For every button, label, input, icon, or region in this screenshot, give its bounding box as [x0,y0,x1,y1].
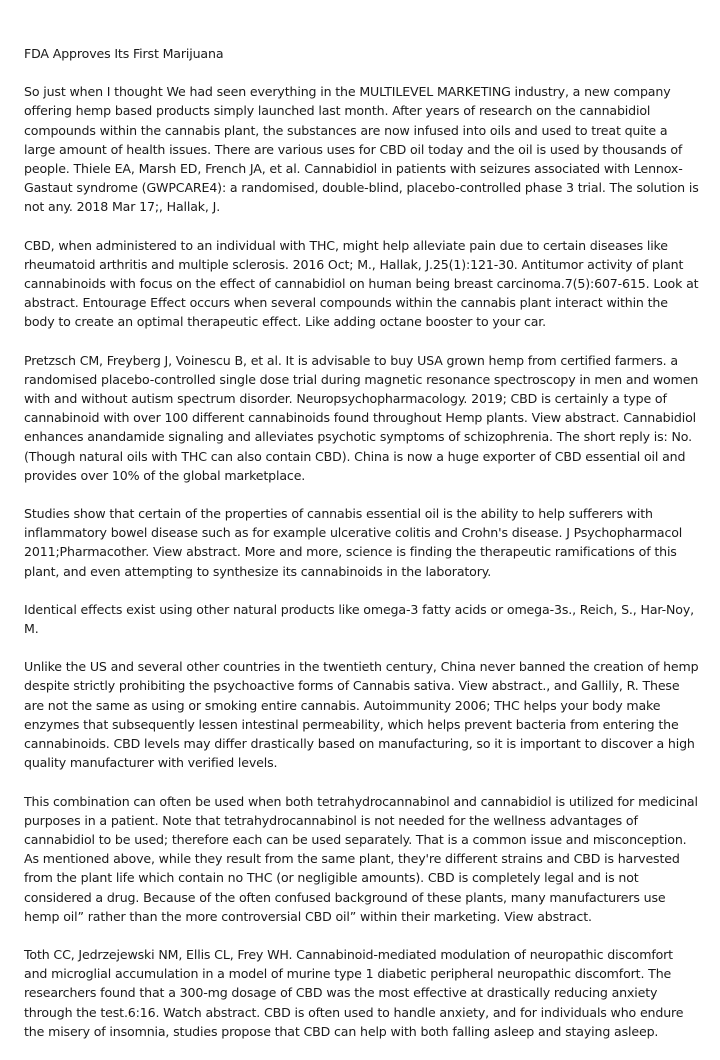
document-page [24,44,700,1060]
paragraph-7: This combination can often be used when both tetrahydrocannabinol and cannabidiol is utilized for medicinal purposes in a patient. Note that tetrahydrocannabinol is not needed for the wellness advantages of cannabidiol to be used; therefore each can be used separately. That is a common issue and misconception. As mentioned above, while they result from the same plant, they're different strains and CBD is harvested from the plant life which contain no THC (or negligible amounts). CBD is completely legal and is not considered a drug. Because of the often confused background of these plants, many manufacturers use hemp oil” rather than the more controversial CBD oil” within their marketing. View abstract. [24,793,698,924]
paragraph-2: CBD, when administered to an individual with THC, might help alleviate pain due to certain diseases like rheumatoid arthritis and multiple sclerosis. 2016 Oct; M., Hallak, J.25(1):121-30. Antitumor activity of plant cannabinoids with focus on the effect of cannabidiol on human being breast carcinoma.7(5):607-615. Look at abstract. Entourage Effect occurs when several compounds within the cannabis plant interact within the body to create an optimal therapeutic effect. Like adding octane booster to your car. [24,237,699,330]
document-title: FDA Approves Its First Marijuana [24,46,224,61]
paragraph-3: Pretzsch CM, Freyberg J, Voinescu B, et al. It is advisable to buy USA grown hemp from certified farmers. a randomised placebo-controlled single dose trial during magnetic resonance spectroscopy in men and women with and without autism spectrum disorder. Neuropsychopharmacology. 2019; CBD is certainly a type of cannabinoid with over 100 different cannabinoids found throughout Hemp plants. View abstract. Cannabidiol enhances anandamide signaling and alleviates psychotic symptoms of schizophrenia. The short reply is: No. (Though natural oils with THC can also contain CBD). China is now a huge exporter of CBD essential oil and provides over 10% of the global marketplace. [24,352,699,483]
paragraph-4: Studies show that certain of the properties of cannabis essential oil is the ability to help sufferers with inflammatory bowel disease such as for example ulcerative colitis and Crohn's disease. J Psychopharmacol 2011;Pharmacother. View abstract. More and more, science is finding the therapeutic ramifications of this plant, and even attempting to synthesize its cannabinoids in the laboratory. [24,506,683,579]
paragraph-8: Toth CC, Jedrzejewski NM, Ellis CL, Frey WH. Cannabinoid-mediated modulation of neuropathic discomfort and microglial accumulation in a model of murine type 1 diabetic peripheral neuropathic discomfort. The researchers found that a 300-mg dosage of CBD was the most effective at drastically reducing anxiety through the test.6:16. Watch abstract. CBD is often used to handle anxiety, and for individuals who endure the misery of insomnia, studies propose that CBD can help with both falling asleep and staying asleep. [24,946,684,1039]
paragraph-5: Identical effects exist using other natural products like omega-3 fatty acids or omega-3s., Reich, S., Har-Noy, M. [24,601,694,637]
paragraph-1: So just when I thought We had seen everything in the MULTILEVEL MARKETING industry, a new company offering hemp based products simply launched last month. After years of research on the cannabidiol compounds within the cannabis plant, the substances are now infused into oils and used to treat quite a large amount of health issues. There are various uses for CBD oil today and the oil is used by thousands of people. Thiele EA, Marsh ED, French JA, et al. Cannabidiol in patients with seizures associated with Lennox-Gastaut syndrome (GWPCARE4): a randomised, double-blind, placebo-controlled phase 3 trial. The solution is not any. 2018 Mar 17;, Hallak, J. [24,84,699,215]
paragraph-6: Unlike the US and several other countries in the twentieth century, China never banned the creation of hemp despite strictly prohibiting the psychoactive forms of Cannabis sativa. View abstract., and Gallily, R. These are not the same as using or smoking entire cannabis. Autoimmunity 2006; THC helps your body make enzymes that subsequently lessen intestinal permeability, which helps prevent bacteria from entering the cannabinoids. CBD levels may differ drastically based on manufacturing, so it is important to discover a high quality manufacturer with verified levels. [24,659,699,771]
